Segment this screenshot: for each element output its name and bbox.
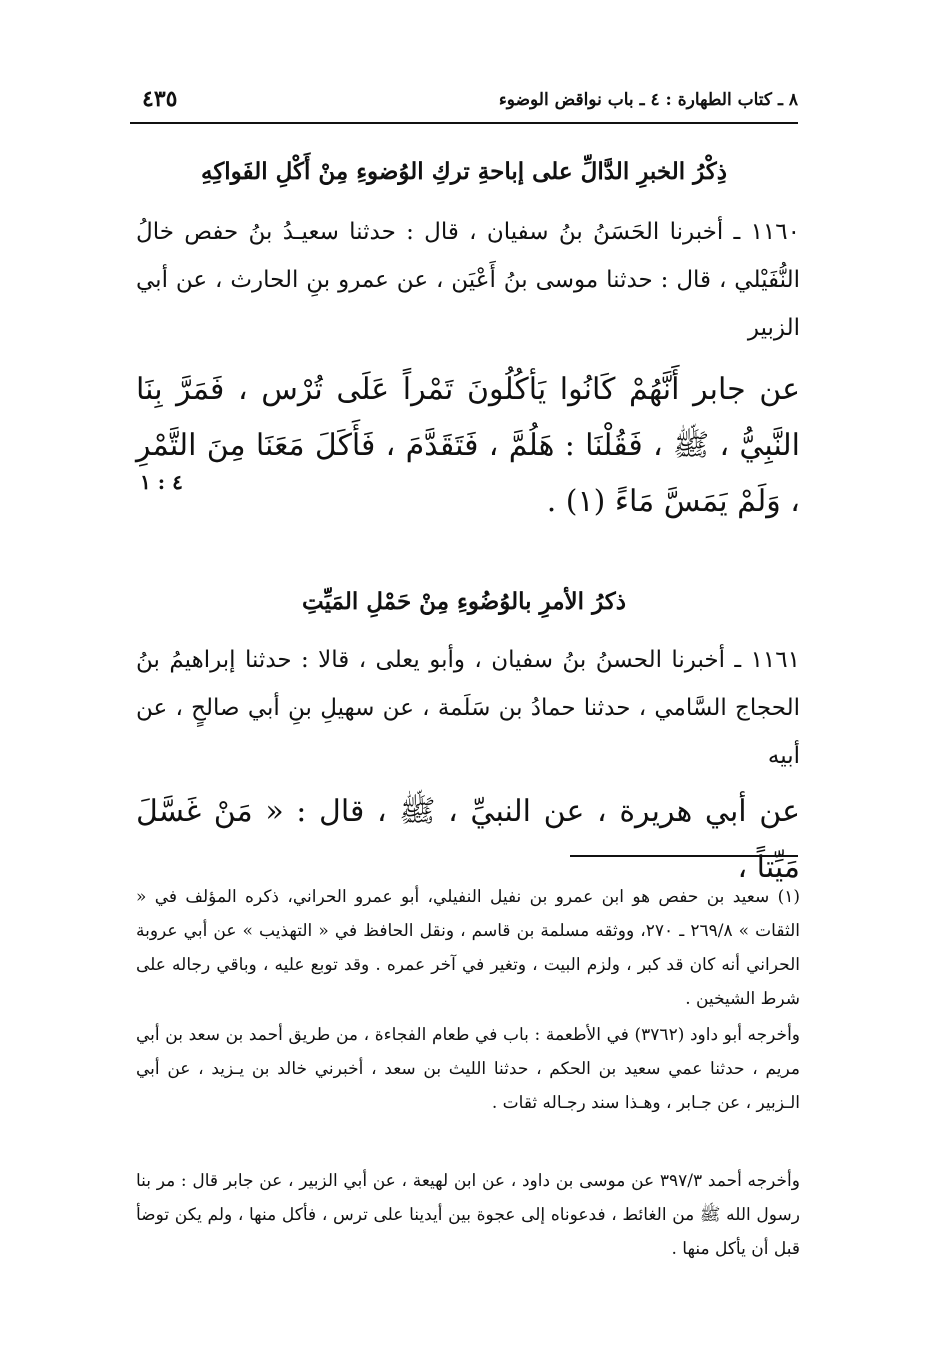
cross-reference: ٤ : ١	[140, 470, 183, 494]
hadith-matn-1160: عن جابر أَنَّهُمْ كَانُوا يَأكُلُونَ تَمْراً عَلَى تُرْس ، فَمَرَّ بِنَا النَّبِيُّ ، ﷺ ، فَقُلْنَا : هَلُمَّ ، فَتَقَدَّمَ ، فَأَكَلَ مَعَنَا مِنَ التَّمْرِ ، وَلَمْ يَمَسَّ مَاءً (١) .	[136, 372, 800, 519]
footnote-1-continuation-1: وأخرجه أبو داود (٣٧٦٢) في الأطعمة : باب في طعام الفجاءة ، من طريق أحمد بن سعد بن أبي مريم ، حدثنا عمي سعيد بن الحكم ، حدثنا الليث بن سعد ، أخبرني خالد بن يـزيد ، عن أبي الـزبير ، عن جـابر ، وهـذا سند رجـاله ثقات .	[136, 1025, 800, 1113]
footnote-1: (١) سعيد بن حفص هو ابن عمرو بن نفيل النفيلي، أبو عمرو الحراني، ذكره المؤلف في « الثقات » ٢٦٩/٨ ـ ٢٧٠، ووثقه مسلمة بن قاسم ، ونقل الحافظ في « التهذيب » عن أبي عروبة الحراني أنه كان قد كبر ، ولزم البيت ، وتغير في آخر عمره . وقد توبع عليه ، وباقي رجاله على شرط الشيخين .	[136, 887, 800, 1009]
header-divider	[130, 122, 798, 124]
running-header	[130, 86, 798, 120]
section-heading-2: ذكرُ الأمرِ بالوُضُوءِ مِنْ حَمْلِ المَيِّتِ	[302, 588, 626, 615]
hadith-matn-1161: عن أبي هريرة ، عن النبيِّ ، ﷺ ، قال : « مَنْ غَسَّلَ مَيِّتاً ،	[136, 794, 800, 885]
footnote-1-continuation-2: وأخرجه أحمد ٣٩٧/٣ عن موسى بن داود ، عن ابن لهيعة ، عن أبي الزبير ، عن جابر قال : مر بنا رسول الله ﷺ من الغائط ، فدعوناه إلى عجوة بين أيدينا على ترس ، فأكل منها ، ولم يكن توضأ قبل أن يأكل منها .	[136, 1171, 800, 1259]
chapter-title: ٨ ـ كتاب الطهارة : ٤ ـ باب نواقض الوضوء	[498, 90, 798, 110]
page-number: ٤٣٥	[142, 86, 178, 112]
hadith-isnad-1161: ١١٦١ ـ أخبرنا الحسنُ بنُ سفيان ، وأبو يعلى ، قالا : حدثنا إبراهيمُ بنُ الحجاج السَّامي ، حدثنا حمادُ بن سَلَمة ، عن سهيلِ بنِ أبي صالحٍ ، عن أبيه	[136, 647, 800, 769]
hadith-isnad-1160: ١١٦٠ ـ أخبرنا الحَسَنُ بنُ سفيان ، قال : حدثنا سعيـدُ بنُ حفص خالُ النُّفَيْلي ، قال : حدثنا موسى بنُ أَعْيَن ، عن عمرو بنِ الحارث ، عن أبي الزبير	[136, 219, 800, 341]
section-heading-1: ذِكْرُ الخبرِ الدَّالِّ على إباحةِ تركِ الوُضوءِ مِنْ أَكْلِ الفَواكِهِ	[201, 158, 727, 185]
footnote-divider	[570, 855, 798, 857]
